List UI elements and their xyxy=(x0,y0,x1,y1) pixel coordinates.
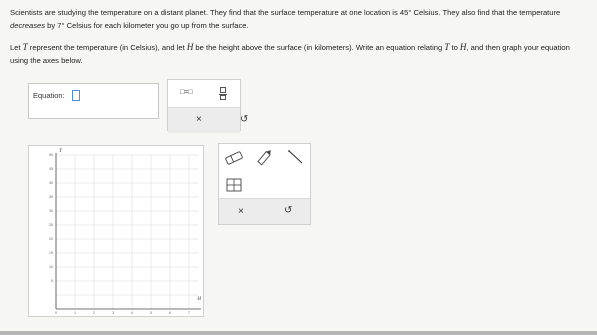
problem-paragraph-2 xyxy=(10,41,590,67)
problem-text xyxy=(10,6,590,67)
eraser-body xyxy=(225,151,242,164)
pencil-icon[interactable] xyxy=(258,148,273,164)
problem-paragraph-1 xyxy=(10,6,590,32)
line-segment xyxy=(289,151,302,163)
problem-text-segment: , and then graph your equation using the axes below. xyxy=(10,43,570,65)
x-tick-label: 7 xyxy=(188,311,190,315)
problem-text-segment: be the height above the surface (in kilometers). Write an equation relating xyxy=(193,43,445,52)
graph-toolbar xyxy=(218,143,311,225)
emphasis-decreases: decreases xyxy=(10,21,46,30)
line-segment-icon[interactable] xyxy=(288,150,302,163)
equation-label: Equation: xyxy=(33,91,65,100)
problem-text-segment: by xyxy=(45,21,58,30)
variable-H: H xyxy=(459,42,467,52)
y-tick-label: 45 xyxy=(49,167,53,172)
problem-text-segment: Celsius for each kilometer you go up from the surface. xyxy=(64,21,249,30)
graph-undo-button[interactable]: ↺ xyxy=(284,205,293,216)
variable-T: T xyxy=(444,42,450,52)
problem-text-segment: Let xyxy=(10,43,23,52)
y-tick-label: 40 xyxy=(49,181,53,186)
variable-H: H xyxy=(186,42,194,52)
y-tick-label: 50 xyxy=(49,153,53,158)
equation-toolbar xyxy=(167,79,249,131)
equation-undo-button[interactable]: ↺ xyxy=(240,114,249,125)
surface-temperature-value: 45° xyxy=(399,8,412,17)
equals-template-button[interactable]: □=□ xyxy=(180,89,193,96)
x-tick-label: 0 xyxy=(55,311,57,315)
x-tick-label: 1 xyxy=(74,311,76,315)
problem-text-segment: represent the temperature (in Celsius), and let xyxy=(27,43,187,52)
eraser-icon[interactable] xyxy=(225,151,242,164)
x-tick-label: 3 xyxy=(112,311,114,315)
graph-toolbar-actions xyxy=(219,198,310,224)
graph-clear-button[interactable]: × xyxy=(238,206,244,217)
fraction-numerator-box xyxy=(220,87,226,93)
graph-canvas[interactable] xyxy=(29,146,203,316)
graph-panel xyxy=(28,145,204,317)
pencil-body xyxy=(258,152,270,165)
y-tick-label: 25 xyxy=(49,223,53,228)
variable-T: T xyxy=(22,42,28,52)
equation-input[interactable] xyxy=(72,90,80,101)
fraction-icon[interactable] xyxy=(219,87,227,100)
x-tick-label: 5 xyxy=(150,311,152,315)
x-axis-label: H xyxy=(197,297,201,302)
y-tick-label: 10 xyxy=(49,265,53,270)
equation-answer-box xyxy=(28,83,159,119)
x-tick-label: 2 xyxy=(93,311,95,315)
y-tick-label: 30 xyxy=(49,209,53,214)
rate-value: 7° xyxy=(57,21,65,30)
equation-clear-button[interactable]: × xyxy=(196,114,202,125)
fraction-denominator-box xyxy=(220,95,226,101)
bottom-bar xyxy=(0,331,597,335)
problem-text-segment: Celsius. They also find that the temperature xyxy=(411,8,561,17)
problem-text-segment: to xyxy=(449,43,460,52)
line-endpoint xyxy=(288,150,290,152)
x-tick-label: 4 xyxy=(131,311,133,315)
x-tick-label: 6 xyxy=(169,311,171,315)
table-icon[interactable] xyxy=(227,179,241,191)
equation-toolbar-actions xyxy=(168,107,249,133)
problem-text-segment: Scientists are studying the temperature on a distant planet. They find that the surface temperature at one location is xyxy=(10,8,400,17)
y-axis-label: T xyxy=(59,149,62,154)
equation-toolbar-templates xyxy=(168,80,240,106)
grid-lines xyxy=(56,155,199,309)
y-tick-label: 5 xyxy=(51,279,53,284)
y-tick-label: 20 xyxy=(49,237,53,242)
graph-tool-icons xyxy=(219,144,312,198)
y-tick-label: 15 xyxy=(49,251,53,256)
y-tick-label: 35 xyxy=(49,195,53,200)
